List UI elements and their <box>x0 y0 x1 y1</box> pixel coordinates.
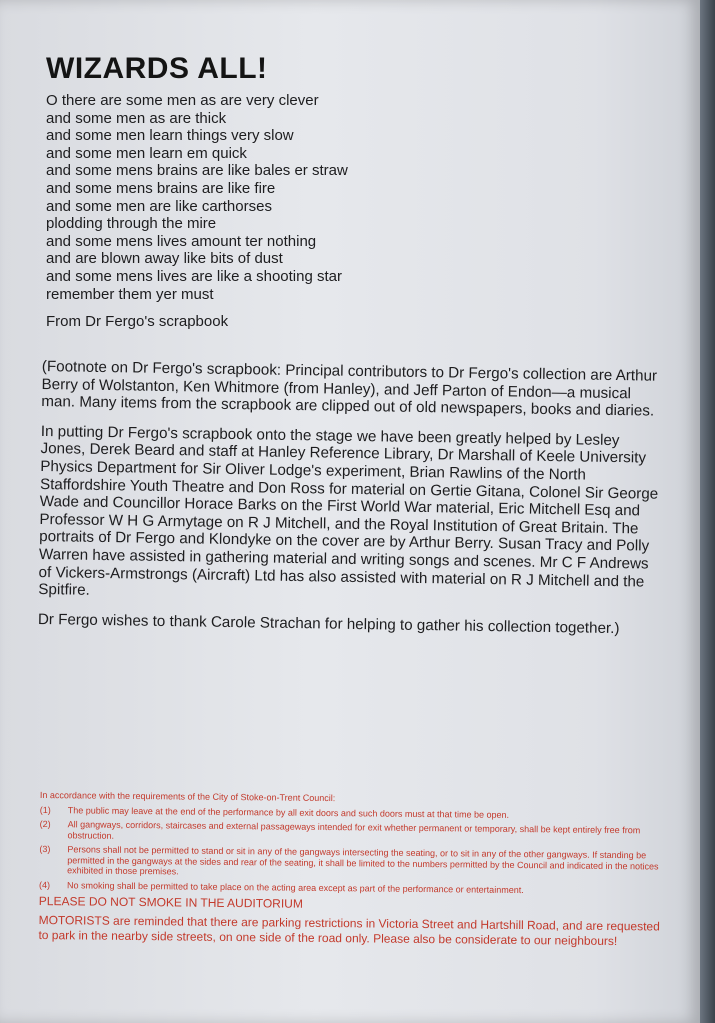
footnote-paragraph: (Footnote on Dr Fergo's scrapbook: Principal contributors to Dr Fergo's collection are Arthur Berry of Wolstanton, Ken Whitmore (from Hanley), and Jeff Parton of Endon—a musical man. Many items from the scrapbook are clipped out of old newspapers, books and diaries. <box>41 358 658 420</box>
no-smoking-notice: PLEASE DO NOT SMOKE IN THE AUDITORIUM <box>38 893 303 911</box>
booklet-spine <box>700 0 715 1023</box>
regulation-item <box>39 844 661 882</box>
poem-line: and some men are like carthorses <box>46 197 272 215</box>
poem-line: plodding through the mire <box>46 215 217 233</box>
poem-line: and some mens lives are like a shooting star <box>46 267 342 285</box>
poem-line: and some mens brains are like fire <box>46 179 276 197</box>
poem-line: and some mens lives amount ter nothing <box>46 232 317 250</box>
regulation-item <box>39 879 661 896</box>
regulation-number: (2) <box>39 818 51 830</box>
poem-line: and some men learn em quick <box>46 144 247 162</box>
regulation-text: All gangways, corridors, staircases and external passageways intended for exit whether permanent or temporary, shall be kept entirely free from obstruction. <box>67 819 641 841</box>
poem <box>46 92 348 303</box>
footnote-paragraph: Dr Fergo wishes to thank Carole Strachan for helping to gather his collection together.) <box>37 610 620 637</box>
poem-line: and are blown away like bits of dust <box>46 250 283 268</box>
regulations-intro: In accordance with the requirements of the City of Stoke-on-Trent Council: <box>39 790 336 804</box>
regulation-number: (1) <box>39 804 51 815</box>
poem-line: remember them yer must <box>46 285 214 303</box>
regulation-number: (4) <box>38 879 51 890</box>
regulation-item <box>40 804 662 821</box>
poem-line: and some mens brains are like bales er straw <box>46 162 348 180</box>
poem-source: From Dr Fergo's scrapbook <box>46 313 229 330</box>
footnote-paragraph: In putting Dr Fergo's scrapbook onto the stage we have been greatly helped by Lesley Jones, Derek Beard and staff at Hanley Reference Library, Dr Marshall of Keele University Physics Department for Sir Oliver Lodge's experiment, Brian Rawlins of the North Staffordshire Youth Theatre and Don Ross for material on Gertie Gitana, Colonel Sir George Wade and Councillor Horace Barks on the First World War material, Eric Mitchell Esq and Professor W H G Armytage on R J Mitchell, and the Royal Institution of Great Britain. The portraits of Dr Fergo and Klondyke on the cover are by Arthur Berry. Susan Tracy and Polly Warren have assisted in gathering material and writing songs and scenes. Mr C F Andrews of Vickers-Armstrongs (Aircraft) Ltd has also assisted with material on R J Mitchell and the Spitfire. <box>38 422 659 599</box>
council-regulations <box>38 790 662 950</box>
regulation-text: Persons shall not be permitted to stand or sit in any of the gangways intersecting the seating, or to sit in any of the other gangways. If standing be permitted in the gangways at the sides and rear of the seating, it shall be limited to the numbers permitted by the Council and indicated in the notices exhibited in those premises. <box>67 844 659 877</box>
regulation-text: No smoking shall be permitted to take place on the acting area except as part of the performance or entertainment. <box>66 879 524 895</box>
regulation-item <box>39 819 661 847</box>
page-title: WIZARDS ALL! <box>46 52 268 85</box>
regulation-number: (3) <box>39 843 51 855</box>
motorists-notice: MOTORISTS are reminded that there are parking restrictions in Victoria Street and Hartshill Road, and are requested to park in the nearby side streets, on one side of the road only. Please also be considerate to our neighbours! <box>38 912 660 949</box>
poem-line: and some men as are thick <box>46 109 227 127</box>
regulation-text: The public may leave at the end of the performance by all exit doors and such doors must at that time be open. <box>67 804 510 820</box>
poem-line: O there are some men as are very clever <box>46 92 319 109</box>
footnote <box>38 358 662 650</box>
poem-line: and some men learn things very slow <box>46 127 294 145</box>
